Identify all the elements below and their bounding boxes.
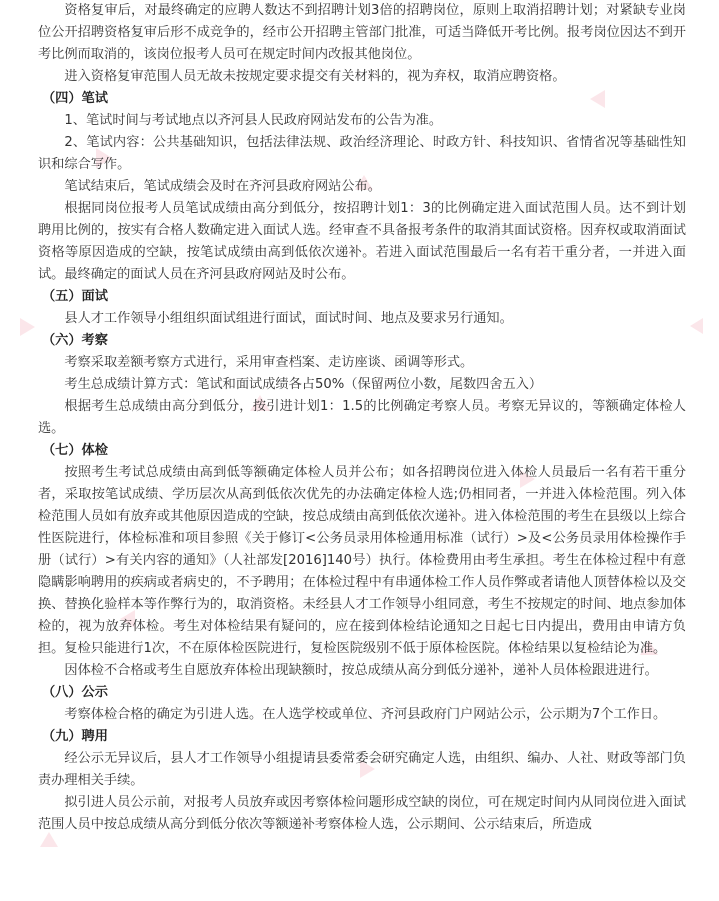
paragraph: 2、笔试内容：公共基础知识，包括法律法规、政治经济理论、时政方针、科技知识、省情省况等基础性知识和综合写作。 <box>38 135 686 172</box>
paragraph: 经公示无异议后，县人才工作领导小组提请县委常委会研究确定人选，由组织、编办、人社、财政等部门负责办理相关手续。 <box>38 751 686 788</box>
paragraph: 笔试结束后，笔试成绩会及时在齐河县政府网站公布。 <box>64 179 381 194</box>
paragraph: 根据同岗位报考人员笔试成绩由高分到低分，按招聘计划1：3的比例确定进入面试范围人员。达不到计划聘用比例的，按实有合格人数确定进入面试人选。经审查不具备报考条件的取消其面试资格。因弃权或取消面试资格等原因造成的空缺，按笔试成绩由高到低依次递补。若进入面试范围最后一名有若干重分者，一并进入面试。最终确定的面试人员在齐河县政府网站及时公布。 <box>38 201 686 282</box>
section-heading: （七）体检 <box>42 443 108 458</box>
section-heading: （八）公示 <box>42 685 108 700</box>
paragraph: 按照考生考试总成绩由高到低等额确定体检人员并公布；如各招聘岗位进入体检人员最后一名有若干重分者，采取按笔试成绩、学历层次从高到低依次优先的办法确定体检人选;仍相同者，一并进入体检范围。列入体检范围人员如有放弃或其他原因造成的空缺，按总成绩由高到低依次递补。进入体检范围的考生在县级以上综合性医院进行，体检标准和项目参照《关于修订<公务员录用体检通用标准（试行）>及<公务员录用体检操作手册（试行）>有关内容的通知》（人社部发[2016]140号）执行。体检费用由考生承担。考生在体检过程中有意隐瞒影响聘用的疾病或者病史的，不予聘用；在体检过程中有串通体检工作人员作弊或者请他人顶替体检以及交换、替换化验样本等作弊行为的，取消资格。未经县人才工作领导小组同意，考生不按规定的时间、地点参加体检的，视为放弃体检。考生对体检结果有疑问的，应在接到体检结论通知之日起七日内提出，费用由申请方负担。复检只能进行1次，不在原体检医院进行，复检医院级别不低于原体检医院。体检结果以复检结论为准。 <box>38 465 686 656</box>
paragraph: 资格复审后，对最终确定的应聘人数达不到招聘计划3倍的招聘岗位，原则上取消招聘计划；对紧缺专业岗位公开招聘资格复审后形不成竞争的，经市公开招聘主管部门批准，可适当降低开考比例。报考岗位因达不到开考比例而取消的，该岗位报考人员可在规定时间内改报其他岗位。 <box>38 3 686 62</box>
watermark-triangle <box>690 318 703 334</box>
paragraph: 进入资格复审范围人员无故未按规定要求提交有关材料的，视为弃权，取消应聘资格。 <box>64 69 566 84</box>
paragraph: 县人才工作领导小组组织面试组进行面试，面试时间、地点及要求另行通知。 <box>64 311 513 326</box>
paragraph: 拟引进人员公示前，对报考人员放弃或因考察体检问题形成空缺的岗位，可在规定时间内从同岗位进入面试范围人员中按总成绩从高分到低分依次等额递补考察体检人选，公示期间、公示结束后，所造成 <box>38 795 686 832</box>
article-body <box>38 0 686 836</box>
section-heading: （四）笔试 <box>42 91 108 106</box>
paragraph: 根据考生总成绩由高分到低分，按引进计划1：1.5的比例确定考察人员。考察无异议的，等额确定体检人选。 <box>38 399 686 436</box>
section-heading: （五）面试 <box>42 289 108 304</box>
section-heading: （六）考察 <box>42 333 108 348</box>
paragraph: 因体检不合格或考生自愿放弃体检出现缺额时，按总成绩从高分到低分递补，递补人员体检跟进进行。 <box>64 663 658 678</box>
paragraph: 考察采取差额考察方式进行，采用审查档案、走访座谈、函调等形式。 <box>64 355 474 370</box>
watermark-triangle <box>20 318 35 336</box>
section-heading: （九）聘用 <box>42 729 108 744</box>
paragraph: 1、笔试时间与考试地点以齐河县人民政府网站发布的公告为准。 <box>64 113 443 128</box>
paragraph: 考生总成绩计算方式：笔试和面试成绩各占50%（保留两位小数，尾数四舍五入） <box>64 377 543 392</box>
paragraph: 考察体检合格的确定为引进人选。在人选学校或单位、齐河县政府门户网站公示，公示期为7个工作日。 <box>64 707 667 722</box>
